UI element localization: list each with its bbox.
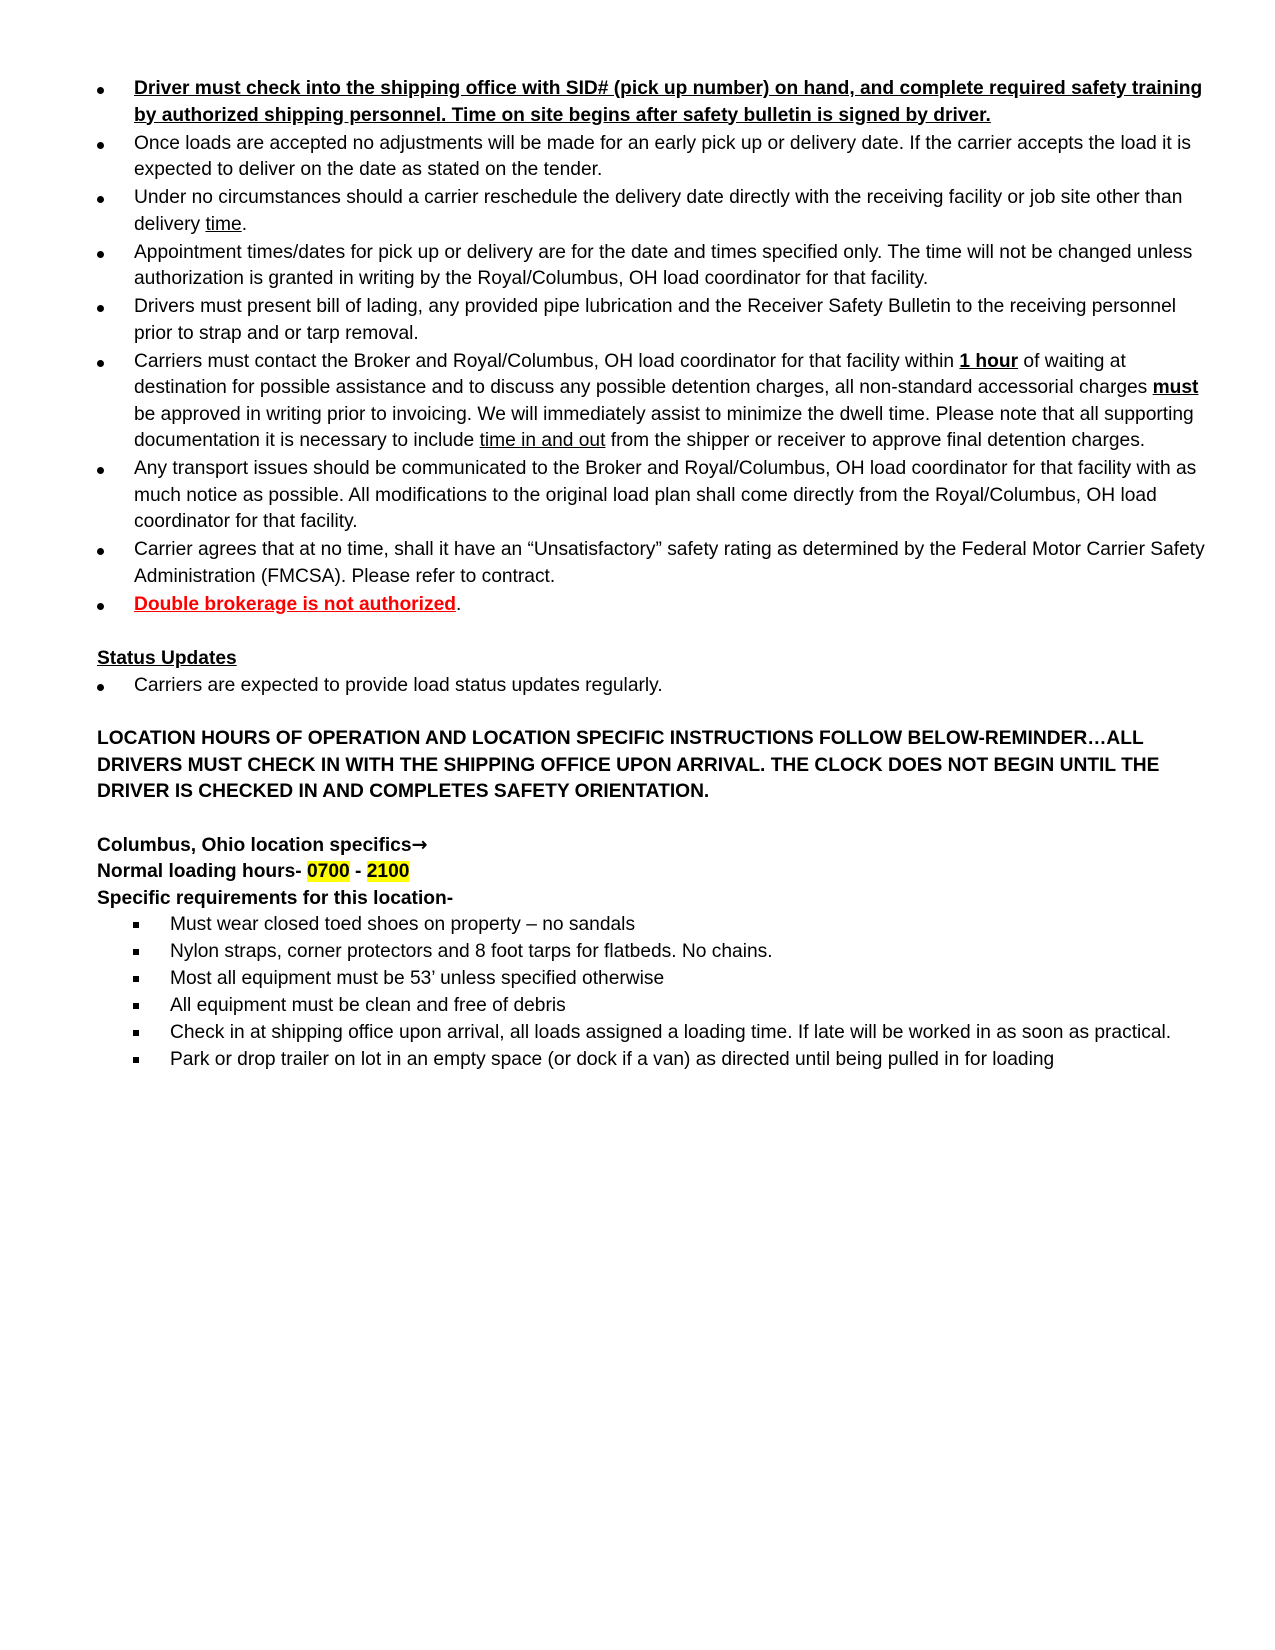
rule-text: Carriers must contact the Broker and Royal/Columbus, OH load coordinator for that facility within (134, 350, 960, 372)
bullet-icon (97, 251, 104, 258)
rule-text: Under no circumstances should a carrier reschedule the delivery date directly with the receiving facility or job site other than delivery (134, 187, 1183, 235)
requirement-text: Nylon straps, corner protectors and 8 foot tarps for flatbeds. No chains. (170, 941, 773, 962)
square-bullet-icon (133, 976, 139, 982)
rule-text: Any transport issues should be communicated to the Broker and Royal/Columbus, OH load coordinator for that facility with as much notice as possible. All modifications to the original load plan shall come directly from the Royal/Columbus, OH load coordinator for that facility. (134, 458, 1197, 532)
requirement-text: All equipment must be clean and free of debris (170, 995, 566, 1016)
location-title: Columbus, Ohio location specifics (97, 834, 412, 856)
list-item (133, 939, 1207, 966)
square-bullet-icon (133, 922, 139, 928)
rule-underlined-text: time (205, 213, 242, 235)
location-title-line (97, 832, 1207, 860)
status-updates-heading: Status Updates (97, 648, 237, 669)
loading-hours-separator: - (349, 861, 367, 882)
rule-text-end: . (455, 593, 462, 615)
list-item (97, 349, 1207, 455)
arrow-right-icon: → (411, 832, 428, 856)
list-item (97, 456, 1207, 536)
rule-text: be approved in writing prior to invoicing. We will immediately assist to minimize the dwell time. Please note that all supporting documentation it is necessary to include (134, 403, 1194, 451)
rule-text: of waiting at destination for possible assistance and to discuss any possible detention charges, all non-standard accessorial charges (134, 350, 1153, 398)
list-item (97, 673, 1207, 700)
location-requirements-list (133, 912, 1207, 1074)
loading-hours-end: 2100 (366, 861, 410, 882)
list-item (97, 185, 1207, 238)
requirement-text: Check in at shipping office upon arrival, all loads assigned a loading time. If late will be worked in as soon as practical. (170, 1022, 1172, 1043)
bullet-icon (97, 467, 104, 474)
list-item (97, 131, 1207, 184)
one-hour-emphasis: 1 hour (959, 350, 1019, 372)
list-item (97, 592, 1207, 619)
list-item (133, 912, 1207, 939)
list-item (133, 966, 1207, 993)
double-brokerage-warning: Double brokerage is not authorized (134, 593, 456, 615)
bullet-icon (97, 196, 104, 203)
document-page (97, 76, 1207, 1074)
bullet-icon (97, 684, 104, 691)
bullet-icon (97, 603, 104, 610)
status-updates-list (97, 673, 1207, 700)
rule-text: Driver must check into the shipping office with SID# (pick up number) on hand, and complete required safety training by authorized shipping personnel. Time on site begins after safety bulletin is signed by driver. (134, 78, 1203, 126)
carrier-rules-list (97, 76, 1207, 618)
rule-text-end: . (241, 213, 248, 235)
bullet-icon (97, 142, 104, 149)
loading-hours-line (97, 859, 1207, 886)
must-emphasis: must (1152, 377, 1199, 398)
loading-hours-label: Normal loading hours- (97, 861, 308, 882)
requirement-text: Park or drop trailer on lot in an empty space (or dock if a van) as directed until being pulled in for loading (170, 1049, 1055, 1070)
list-item (97, 240, 1207, 293)
rule-text: from the shipper or receiver to approve final detention charges. (605, 430, 1146, 451)
bullet-icon (97, 360, 104, 367)
rule-text: Appointment times/dates for pick up or delivery are for the date and times specified only. The time will not be changed unless authorization is granted in writing by the Royal/Columbus, OH load coordinator for that facility. (134, 241, 1193, 289)
list-item (97, 76, 1207, 129)
square-bullet-icon (133, 1057, 139, 1063)
list-item (133, 1020, 1207, 1047)
list-item (97, 294, 1207, 347)
list-item (97, 537, 1207, 590)
rule-text: Once loads are accepted no adjustments will be made for an early pick up or delivery date. If the carrier accepts the load it is expected to deliver on the date as stated on the tender. (134, 132, 1191, 180)
time-in-out-emphasis: time in and out (479, 430, 606, 451)
square-bullet-icon (133, 1003, 139, 1009)
requirement-text: Most all equipment must be 53’ unless specified otherwise (170, 968, 665, 989)
location-specifics (97, 832, 1207, 913)
list-item (133, 993, 1207, 1020)
requirement-text: Must wear closed toed shoes on property – no sandals (170, 914, 636, 935)
bullet-icon (97, 305, 104, 312)
location-notice: LOCATION HOURS OF OPERATION AND LOCATION SPECIFIC INSTRUCTIONS FOLLOW BELOW-REMINDER…ALL DRIVERS MUST CHECK IN WITH THE SHIPPING OFFICE UPON ARRIVAL. THE CLOCK DOES NOT BEGIN UNTIL THE DRIVER IS CHECKED IN AND COMPLETES SAFETY ORIENTATION. (97, 728, 1160, 802)
rule-text: Drivers must present bill of lading, any provided pipe lubrication and the Receiver Safety Bulletin to the receiving personnel prior to strap and or tarp removal. (134, 296, 1177, 344)
square-bullet-icon (133, 1030, 139, 1036)
requirements-label: Specific requirements for this location- (97, 887, 454, 909)
bullet-icon (97, 548, 104, 555)
square-bullet-icon (133, 949, 139, 955)
rule-text: Carrier agrees that at no time, shall it have an “Unsatisfactory” safety rating as determined by the Federal Motor Carrier Safety Administration (FMCSA). Please refer to contract. (134, 539, 1205, 587)
loading-hours-start: 0700 (307, 861, 350, 882)
status-update-text: Carriers are expected to provide load status updates regularly. (134, 674, 663, 696)
list-item (133, 1047, 1207, 1074)
bullet-icon (97, 87, 104, 94)
